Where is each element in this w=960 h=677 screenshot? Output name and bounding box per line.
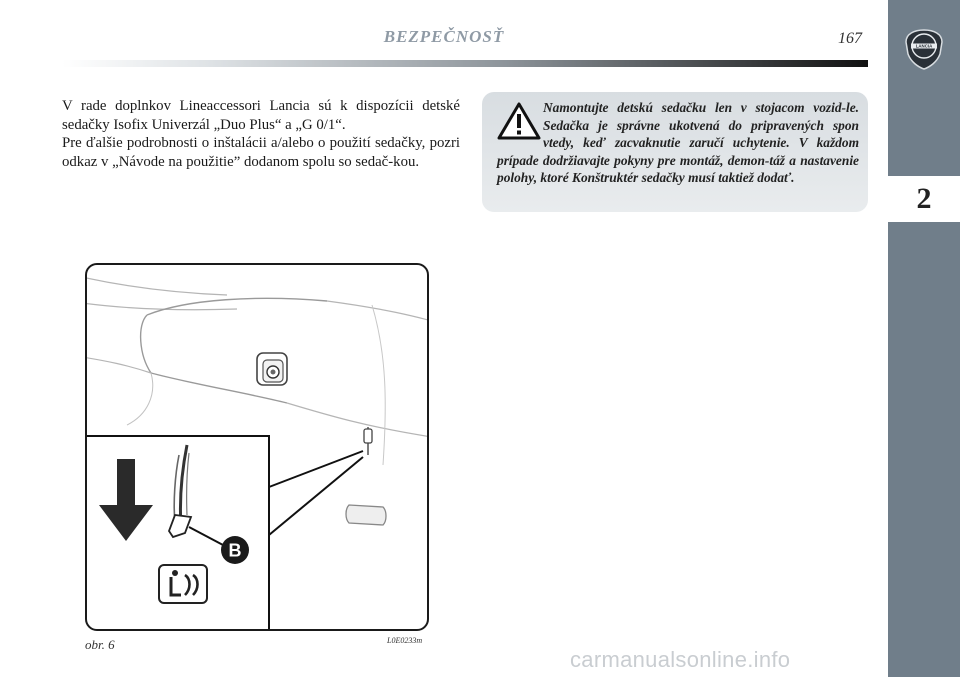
body-text xyxy=(62,97,460,171)
page-number: 167 xyxy=(838,30,862,47)
figure-isofix xyxy=(85,263,429,631)
lancia-logo-icon xyxy=(904,28,944,70)
section-title: BEZPEČNOSŤ xyxy=(383,27,505,46)
header-rule xyxy=(62,60,868,67)
chapter-tab[interactable]: 2 xyxy=(888,176,960,222)
watermark: carmanualsonline.info xyxy=(570,647,791,672)
chapter-sidebar xyxy=(888,0,960,677)
warning-text: Namontujte detskú sedačku len v stojacom vozid-le. Sedačka je správne ukotvená do pripravených spon vtedy, keď zacvaknutie zaručí uchytenie. V každom prípade dodržiavajte pokyny pre montáž, demon-táž a nastavenie polohy, ktoré Konštruktér sedačky musí taktiež dodať. xyxy=(497,100,859,186)
warning-text-block xyxy=(497,99,859,187)
body-paragraph-2: Pre ďalšie podrobnosti o inštalácii a/alebo o použití sedačky, pozri odkaz v „Návode na použitie” dodanom spolu so sedač-kou. xyxy=(62,135,460,170)
figure-caption: obr. 6 xyxy=(85,637,115,652)
isofix-illustration xyxy=(87,265,427,629)
callout-label-b: B xyxy=(228,540,242,561)
figure-code: L0E0233m xyxy=(387,636,423,645)
body-paragraph-1: V rade doplnkov Lineaccessori Lancia sú k dispozícii detské sedačky Isofix Univerzál „Duo Plus“ a „G 0/1“. xyxy=(62,98,460,133)
logo-text: LANCIA xyxy=(915,43,933,49)
